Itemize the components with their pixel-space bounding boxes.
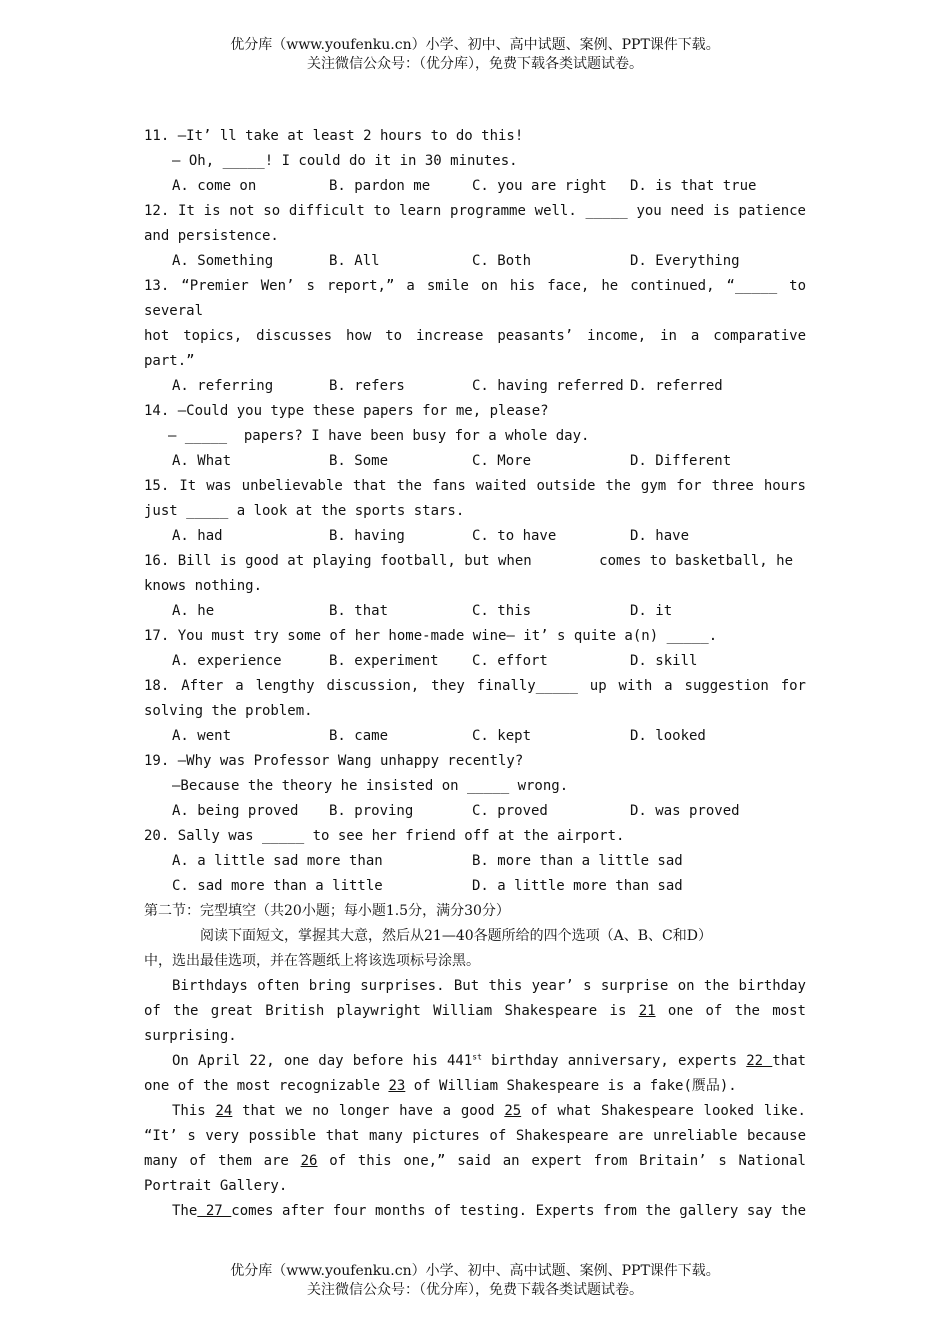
- section-instruction: 阅读下面短文，掌握其大意，然后从21—40各题所给的四个选项（A、B、C和D）: [200, 928, 712, 944]
- blank-24: 24: [215, 1103, 233, 1119]
- option-d: D. have: [630, 528, 690, 544]
- option-a: A. had: [172, 528, 223, 544]
- options-row: [144, 849, 806, 874]
- option-d: D. skill: [630, 653, 698, 669]
- footer-line-2: 关注微信公众号：（优分库），免费下载各类试题试卷。: [307, 1282, 643, 1298]
- blank-23: 23: [388, 1078, 406, 1094]
- question-stem: knows nothing.: [144, 578, 263, 594]
- options-row: [144, 599, 806, 624]
- option-a: A. referring: [172, 378, 274, 394]
- option-b: B. came: [329, 728, 389, 744]
- option-c: C. More: [472, 453, 532, 469]
- section-instruction: 中，选出最佳选项，并在答题纸上将该选项标号涂黑。: [144, 953, 480, 969]
- question-13: [144, 274, 806, 399]
- question-stem: —Because the theory he insisted on _____ wrong.: [172, 778, 569, 794]
- blank-26: 26: [300, 1153, 318, 1169]
- option-d: D. is that true: [630, 178, 757, 194]
- question-stem: 12. It is not so difficult to learn programme well. _____ you need is patience: [144, 203, 806, 219]
- option-a: A. come on: [172, 178, 257, 194]
- option-d: D. Everything: [630, 253, 740, 269]
- option-a: A. What: [172, 453, 232, 469]
- question-stem: just _____ a look at the sports stars.: [144, 503, 465, 519]
- option-a: A. Something: [172, 253, 274, 269]
- option-c: C. you are right: [472, 178, 607, 194]
- option-c: C. effort: [472, 653, 548, 669]
- blank-21: 21: [638, 1003, 656, 1019]
- options-row: [144, 249, 806, 274]
- options-row: [144, 649, 806, 674]
- header-line-1: 优分库（www.youfenku.cn）小学、初中、高中试题、案例、PPT课件下载。: [230, 37, 720, 53]
- passage-line: of the great British playwright William Shakespeare is 21 one of the most: [144, 1003, 806, 1019]
- passage-line: many of them are 26 of this one,” said an expert from Britain’ s National: [144, 1153, 806, 1169]
- header-line-2: 关注微信公众号：（优分库），免费下载各类试题试卷。: [307, 56, 643, 72]
- question-16: [144, 549, 806, 624]
- options-row: [144, 174, 806, 199]
- question-stem: 15. It was unbelievable that the fans waited outside the gym for three hours: [144, 478, 806, 494]
- option-b: B. pardon me: [329, 178, 431, 194]
- passage: [144, 974, 806, 1224]
- option-b: B. more than a little sad: [472, 853, 683, 869]
- options-row: [144, 724, 806, 749]
- option-d: D. was proved: [630, 803, 740, 819]
- option-d: D. looked: [630, 728, 706, 744]
- options-row: [144, 524, 806, 549]
- page-footer: [0, 1262, 950, 1300]
- passage-line: The 27 comes after four months of testing. Experts from the gallery say the: [172, 1203, 806, 1219]
- question-18: [144, 674, 806, 749]
- option-c: C. having referred: [472, 378, 624, 394]
- question-12: [144, 199, 806, 274]
- option-b: B. Some: [329, 453, 389, 469]
- question-stem: 11. —It’ ll take at least 2 hours to do this!: [144, 128, 524, 144]
- question-14: [144, 399, 806, 474]
- question-stem: — _____ papers? I have been busy for a whole day.: [168, 428, 590, 444]
- option-a: A. went: [172, 728, 232, 744]
- question-stem: 14. —Could you type these papers for me, please?: [144, 403, 549, 419]
- option-c: C. this: [472, 603, 532, 619]
- question-stem: 18. After a lengthy discussion, they finally_____ up with a suggestion for: [144, 678, 806, 694]
- options-row: [144, 449, 806, 474]
- page-header: [0, 36, 950, 74]
- option-d: D. referred: [630, 378, 723, 394]
- question-stem: 19. —Why was Professor Wang unhappy recently?: [144, 753, 524, 769]
- option-c: C. kept: [472, 728, 532, 744]
- option-c: C. proved: [472, 803, 548, 819]
- passage-line: surprising.: [144, 1028, 237, 1044]
- option-d: D. it: [630, 603, 673, 619]
- question-stem: and persistence.: [144, 228, 279, 244]
- question-stem: several: [144, 303, 204, 319]
- question-20: [144, 824, 806, 899]
- question-stem: 17. You must try some of her home-made wine— it’ s quite a(n) _____.: [144, 628, 718, 644]
- question-stem: part.”: [144, 353, 195, 369]
- blank-27: 27: [197, 1203, 232, 1219]
- question-stem: — Oh, _____! I could do it in 30 minutes.: [172, 153, 518, 169]
- options-row: [144, 799, 806, 824]
- question-stem: 13. “Premier Wen’ s report,” a smile on his face, he continued, “_____ to: [144, 278, 806, 294]
- exam-content: [144, 124, 806, 1224]
- question-stem: 20. Sally was _____ to see her friend off at the airport.: [144, 828, 625, 844]
- option-a: A. he: [172, 603, 215, 619]
- option-a: A. a little sad more than: [172, 853, 383, 869]
- passage-line: This 24 that we no longer have a good 25 of what Shakespeare looked like.: [172, 1103, 806, 1119]
- option-d: D. a little more than sad: [472, 878, 683, 894]
- option-b: B. having: [329, 528, 405, 544]
- passage-line: Portrait Gallery.: [144, 1178, 288, 1194]
- question-stem: hot topics, discusses how to increase peasants’ income, in a comparative: [144, 328, 806, 344]
- footer-line-1: 优分库（www.youfenku.cn）小学、初中、高中试题、案例、PPT课件下载。: [230, 1263, 720, 1279]
- question-19: [144, 749, 806, 824]
- option-d: D. Different: [630, 453, 732, 469]
- option-b: B. that: [329, 603, 389, 619]
- option-b: B. refers: [329, 378, 405, 394]
- section-title: 第二节：完型填空（共20小题；每小题1.5分，满分30分）: [144, 903, 510, 919]
- option-c: C. Both: [472, 253, 532, 269]
- passage-line: On April 22, one day before his 441st birthday anniversary, experts 22 that: [172, 1052, 806, 1069]
- option-a: A. experience: [172, 653, 282, 669]
- question-stem: 16. Bill is good at playing football, but when comes to basketball, he: [144, 553, 794, 569]
- option-b: B. proving: [329, 803, 414, 819]
- options-row: [144, 374, 806, 399]
- passage-line: Birthdays often bring surprises. But this year’ s surprise on the birthday: [172, 978, 806, 994]
- passage-line: “It’ s very possible that many pictures of Shakespeare are unreliable because: [144, 1128, 806, 1144]
- question-stem: solving the problem.: [144, 703, 313, 719]
- option-b: B. experiment: [329, 653, 439, 669]
- blank-25: 25: [504, 1103, 522, 1119]
- question-11: [144, 124, 806, 199]
- option-b: B. All: [329, 253, 380, 269]
- passage-line: one of the most recognizable 23 of William Shakespeare is a fake(赝品).: [144, 1078, 737, 1094]
- question-15: [144, 474, 806, 549]
- option-a: A. being proved: [172, 803, 299, 819]
- option-c: C. sad more than a little: [172, 878, 383, 894]
- options-row: [144, 874, 806, 899]
- question-17: [144, 624, 806, 674]
- blank-22: 22: [746, 1053, 773, 1069]
- option-c: C. to have: [472, 528, 557, 544]
